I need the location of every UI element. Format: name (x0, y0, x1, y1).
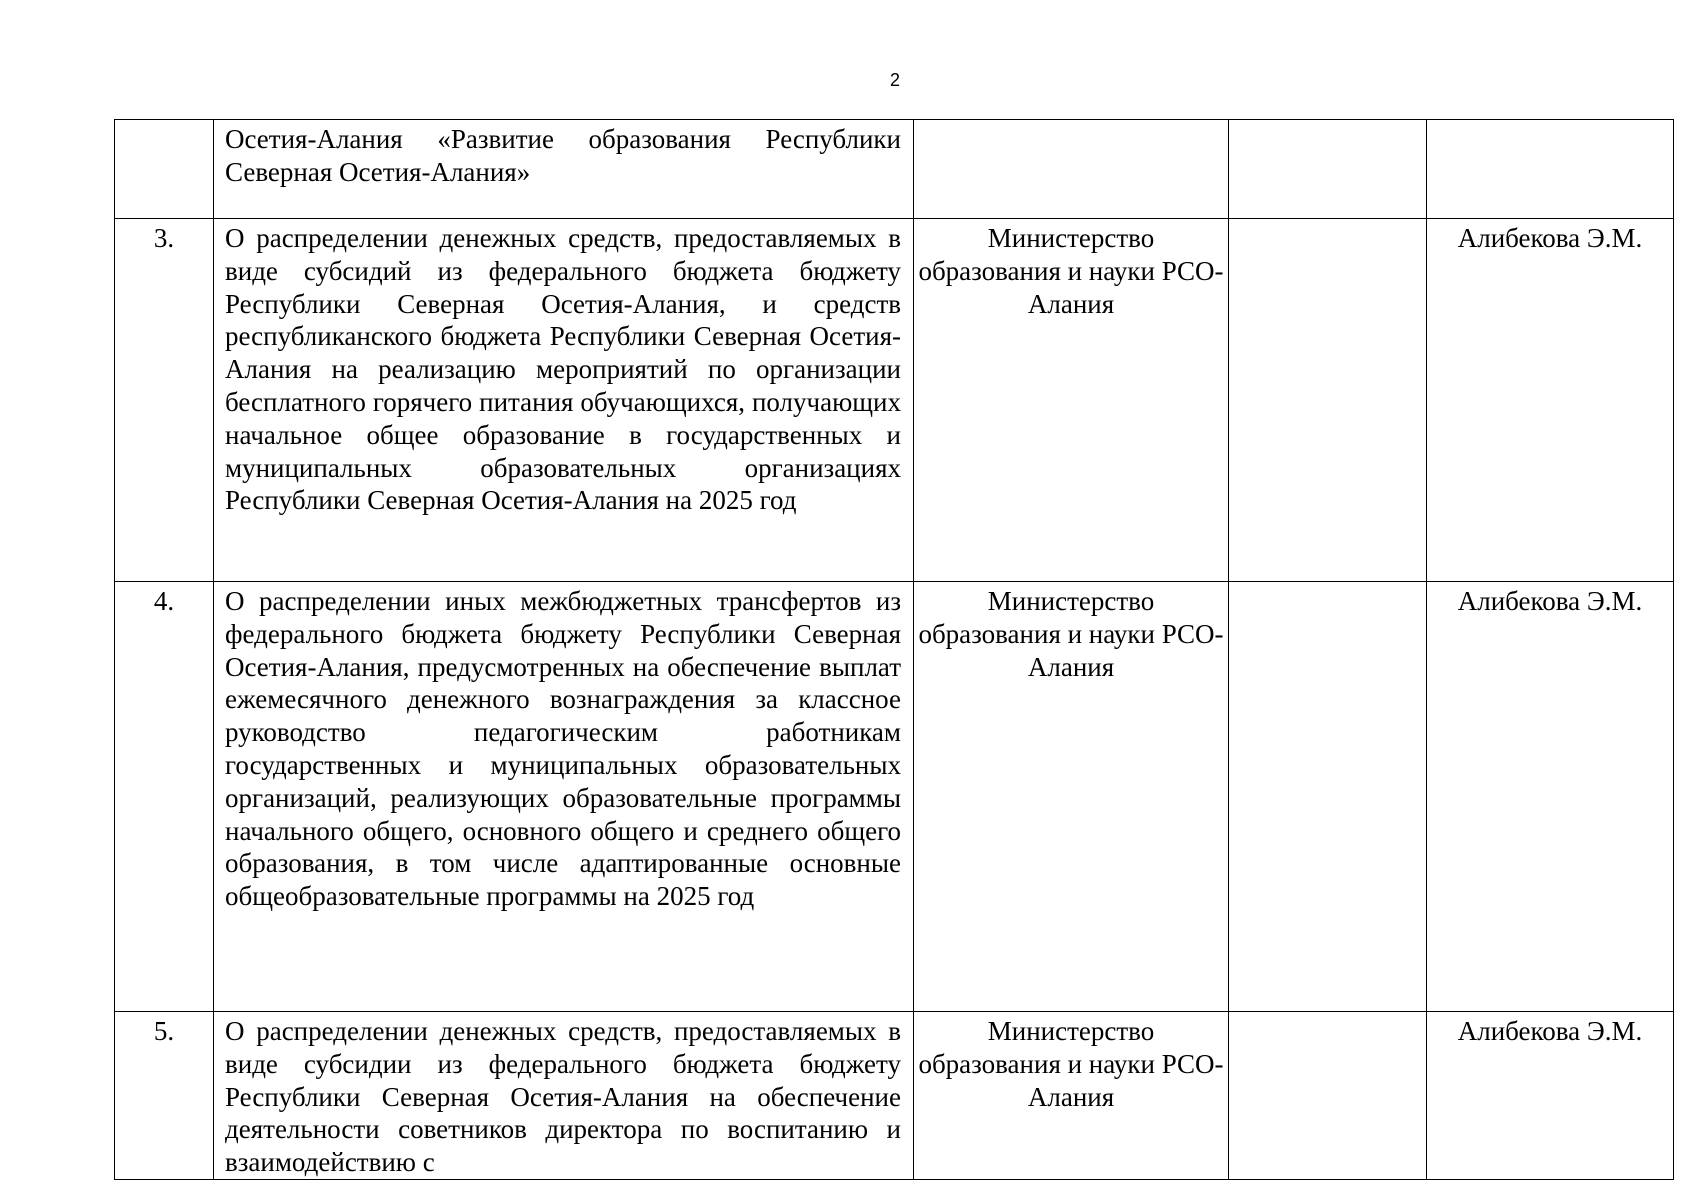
agenda-item-text: О распределении иных межбюджетных трансфертов из федерального бюджета бюджету Республики Северная Осетия-Алания, предусмотренных на обеспечение выплат ежемесячного денежного вознаграждения за классное руководство педагогическим работникам государственных и муниципальных образовательных организаций, реализующих образовательные программы начального общего, основного общего и среднего общего образования, в том числе адаптированные основные общеобразовательные программы на 2025 год (225, 586, 901, 912)
table-row (115, 219, 1674, 582)
date-cell (1229, 1012, 1427, 1180)
row-number-cell (115, 582, 214, 1012)
responsible: Алибекова Э.М. (1457, 223, 1643, 253)
agenda-item-text-cell (214, 582, 914, 1012)
agenda-item-text: О распределении денежных средств, предоставляемых в виде субсидии из федерального бюджета бюджету Республики Северная Осетия-Алания на обеспечение деятельности советников директора по воспитанию и взаимодействию с (225, 1016, 901, 1178)
agenda-item-text: Осетия-Алания «Развитие образования Республики Северная Осетия-Алания» (225, 124, 901, 187)
responsible-cell (1427, 582, 1674, 1012)
agenda-table (114, 119, 1674, 1180)
agenda-item-text: О распределении денежных средств, предоставляемых в виде субсидий из федерального бюджета бюджету Республики Северная Осетия-Алания, и средств республиканского бюджета Республики Северная Осетия-Алания на реализацию мероприятий по организации бесплатного горячего питания обучающихся, получающих начальное общее образование в государственных и муниципальных образовательных организациях Республики Северная Осетия-Алания на 2025 год (225, 223, 901, 516)
organization: Министерство образования и науки РСО-Алания (918, 1016, 1224, 1112)
organization-cell (914, 120, 1229, 219)
responsible-cell (1427, 120, 1674, 219)
agenda-item-text-cell (214, 219, 914, 582)
responsible-cell (1427, 219, 1674, 582)
table-row (115, 120, 1674, 219)
organization-cell (914, 219, 1229, 582)
row-number: 5. (153, 1016, 175, 1046)
date-cell (1229, 120, 1427, 219)
date-cell (1229, 582, 1427, 1012)
table-row (115, 582, 1674, 1012)
agenda-item-text-cell (214, 120, 914, 219)
organization-cell (914, 582, 1229, 1012)
responsible: Алибекова Э.М. (1457, 1016, 1643, 1046)
organization: Министерство образования и науки РСО-Алания (918, 223, 1224, 319)
row-number-cell (115, 1012, 214, 1180)
date-cell (1229, 219, 1427, 582)
responsible: Алибекова Э.М. (1457, 586, 1643, 616)
responsible-cell (1427, 1012, 1674, 1180)
agenda-item-text-cell (214, 1012, 914, 1180)
organization: Министерство образования и науки РСО-Алания (918, 586, 1224, 682)
row-number: 4. (153, 586, 175, 616)
row-number: 3. (153, 223, 175, 253)
row-number-cell (115, 219, 214, 582)
page-number: 2 (889, 70, 900, 90)
organization-cell (914, 1012, 1229, 1180)
table-row (115, 1012, 1674, 1180)
row-number-cell (115, 120, 214, 219)
